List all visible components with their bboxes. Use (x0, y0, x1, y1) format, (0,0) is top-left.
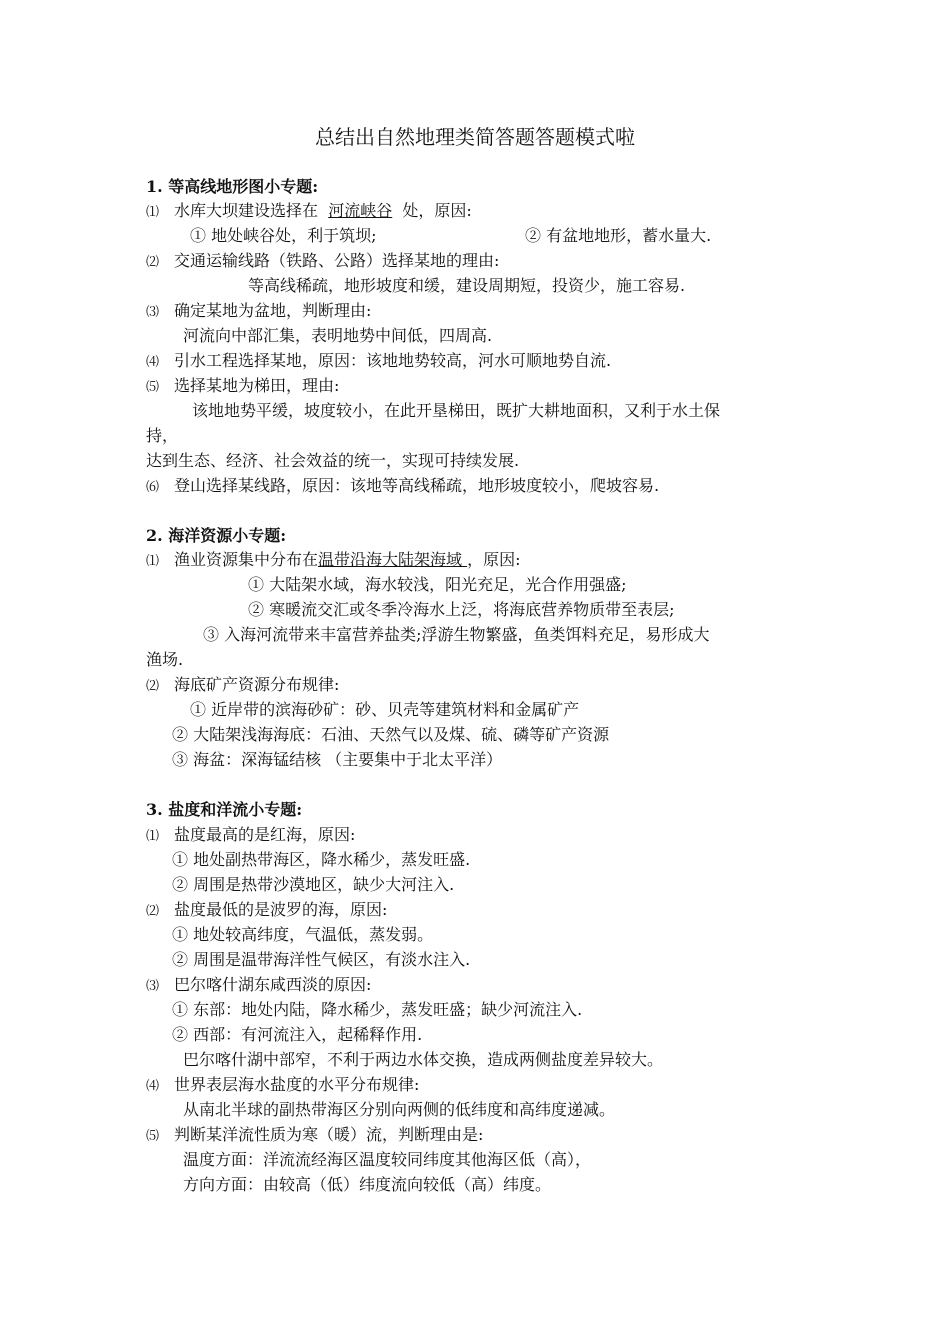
s2-item-2 (146, 674, 339, 698)
item-number: ⑴ (146, 829, 160, 844)
s1-item-6 (146, 475, 659, 499)
s3-item-2 (146, 899, 387, 923)
s2-item-1-reason-1: ① 大陆架水域，海水较浅，阳光充足，光合作用强盛; (248, 575, 627, 594)
s1-item-2 (146, 250, 499, 274)
item-text: 盐度最高的是红海，原因: (174, 825, 356, 844)
section-2-heading: 2. 海洋资源小专题: (146, 526, 287, 545)
s1-item-5-reason-line-1: 该地地势平缓，坡度较小，在此开垦梯田，既扩大耕地面积，又利于水土保 (192, 401, 721, 420)
item-number: ⑵ (146, 904, 160, 919)
section-3-heading: 3. 盐度和洋流小专题: (146, 800, 303, 819)
document-title: 总结出自然地理类简答题答题模式啦 (315, 125, 635, 149)
item-number: ⑸ (146, 380, 160, 395)
item-text: 世界表层海水盐度的水平分布规律: (174, 1075, 420, 1094)
item-number: ⑴ (146, 554, 160, 569)
s3-item-3-reason-3: 巴尔喀什湖中部窄，不利于两边水体交换，造成两侧盐度差异较大。 (183, 1050, 664, 1069)
s3-item-5 (146, 1124, 483, 1148)
s2-item-1-reason-2: ② 寒暖流交汇或冬季冷海水上泛，将海底营养物质带至表层; (248, 600, 675, 619)
item-text: 渔业资源集中分布在 (174, 550, 319, 569)
s3-item-1-reason-1: ① 地处副热带海区，降水稀少，蒸发旺盛. (172, 850, 471, 869)
s3-item-5-reason-2: 方向方面：由较高（低）纬度流向较低（高）纬度。 (183, 1175, 552, 1194)
item-text: 判断某洋流性质为寒（暖）流，判断理由是: (174, 1125, 484, 1144)
item-number: ⑵ (146, 679, 160, 694)
s3-item-2-reason-1: ① 地处较高纬度，气温低，蒸发弱。 (172, 925, 434, 944)
underlined-answer: 温带沿海大陆架海域 (318, 550, 468, 569)
item-number: ⑷ (146, 1079, 160, 1094)
s3-item-4-reason: 从南北半球的副热带海区分别向两侧的低纬度和高纬度递减。 (183, 1100, 616, 1119)
s1-item-5-reason-line-3: 达到生态、经济、社会效益的统一，实现可持续发展. (146, 451, 520, 470)
s3-item-3-reason-1: ① 东部：地处内陆，降水稀少，蒸发旺盛；缺少河流注入. (172, 1000, 583, 1019)
s3-item-1 (146, 824, 355, 848)
s2-item-1-reason-3-cont: 渔场. (146, 650, 184, 669)
s1-item-1 (146, 200, 472, 224)
item-text: 确定某地为盆地，判断理由: (174, 301, 372, 320)
s2-item-2-point-1: ① 近岸带的滨海砂矿：砂、贝壳等建筑材料和金属矿产 (190, 700, 580, 719)
s3-item-3 (146, 974, 371, 998)
section-1-heading: 1. 等高线地形图小专题: (146, 177, 319, 196)
s1-item-5 (146, 375, 339, 399)
item-text: 盐度最低的是波罗的海，原因: (174, 900, 388, 919)
item-text: 水库大坝建设选择在 (174, 201, 319, 220)
item-number: ⑶ (146, 305, 160, 320)
s1-item-3-reason: 河流向中部汇集，表明地势中间低，四周高. (183, 326, 493, 345)
item-text: 海底矿产资源分布规律: (174, 675, 340, 694)
s1-item-1-reason-2: ② 有盆地地形，蓄水量大. (525, 226, 712, 245)
s1-item-1-reason-1: ① 地处峡谷处，利于筑坝; (190, 226, 377, 245)
s2-item-1 (146, 549, 521, 573)
item-text: 登山选择某线路，原因：该地等高线稀疏，地形坡度较小，爬坡容易. (174, 476, 660, 495)
item-number: ⑶ (146, 979, 160, 994)
s2-item-2-point-3: ③ 海盆：深海锰结核 （主要集中于北太平洋） (172, 750, 503, 769)
s1-item-3 (146, 300, 371, 324)
item-number: ⑵ (146, 255, 160, 270)
item-text: 巴尔喀什湖东咸西淡的原因: (174, 975, 372, 994)
item-number: ⑹ (146, 480, 160, 495)
item-text: 引水工程选择某地，原因：该地地势较高，河水可顺地势自流. (174, 351, 612, 370)
item-number: ⑴ (146, 205, 160, 220)
item-text: 处，原因: (402, 201, 472, 220)
item-text: 选择某地为梯田，理由: (174, 376, 340, 395)
s3-item-1-reason-2: ② 周围是热带沙漠地区，缺少大河注入. (172, 875, 455, 894)
s3-item-2-reason-2: ② 周围是温带海洋性气候区，有淡水注入. (172, 950, 471, 969)
s2-item-1-reason-3: ③ 入海河流带来丰富营养盐类;浮游生物繁盛，鱼类饵料充足，易形成大 (203, 625, 710, 644)
s1-item-5-reason-line-2: 持， (146, 426, 179, 445)
s3-item-4 (146, 1074, 419, 1098)
item-number: ⑸ (146, 1129, 160, 1144)
s1-item-4 (146, 350, 611, 374)
s3-item-3-reason-2: ② 西部：有河流注入，起稀释作用. (172, 1025, 423, 1044)
underlined-answer: 河流峡谷 (328, 201, 393, 220)
s2-item-2-point-2: ② 大陆架浅海海底：石油、天然气以及煤、硫、磷等矿产资源 (172, 725, 610, 744)
item-number: ⑷ (146, 355, 160, 370)
s3-item-5-reason-1: 温度方面：洋流流经海区温度较同纬度其他海区低（高）， (183, 1150, 592, 1169)
item-text: ，原因: (467, 550, 521, 569)
s1-item-2-reason: 等高线稀疏，地形坡度和缓，建设周期短，投资少，施工容易. (248, 276, 686, 295)
item-text: 交通运输线路（铁路、公路）选择某地的理由: (174, 251, 500, 270)
